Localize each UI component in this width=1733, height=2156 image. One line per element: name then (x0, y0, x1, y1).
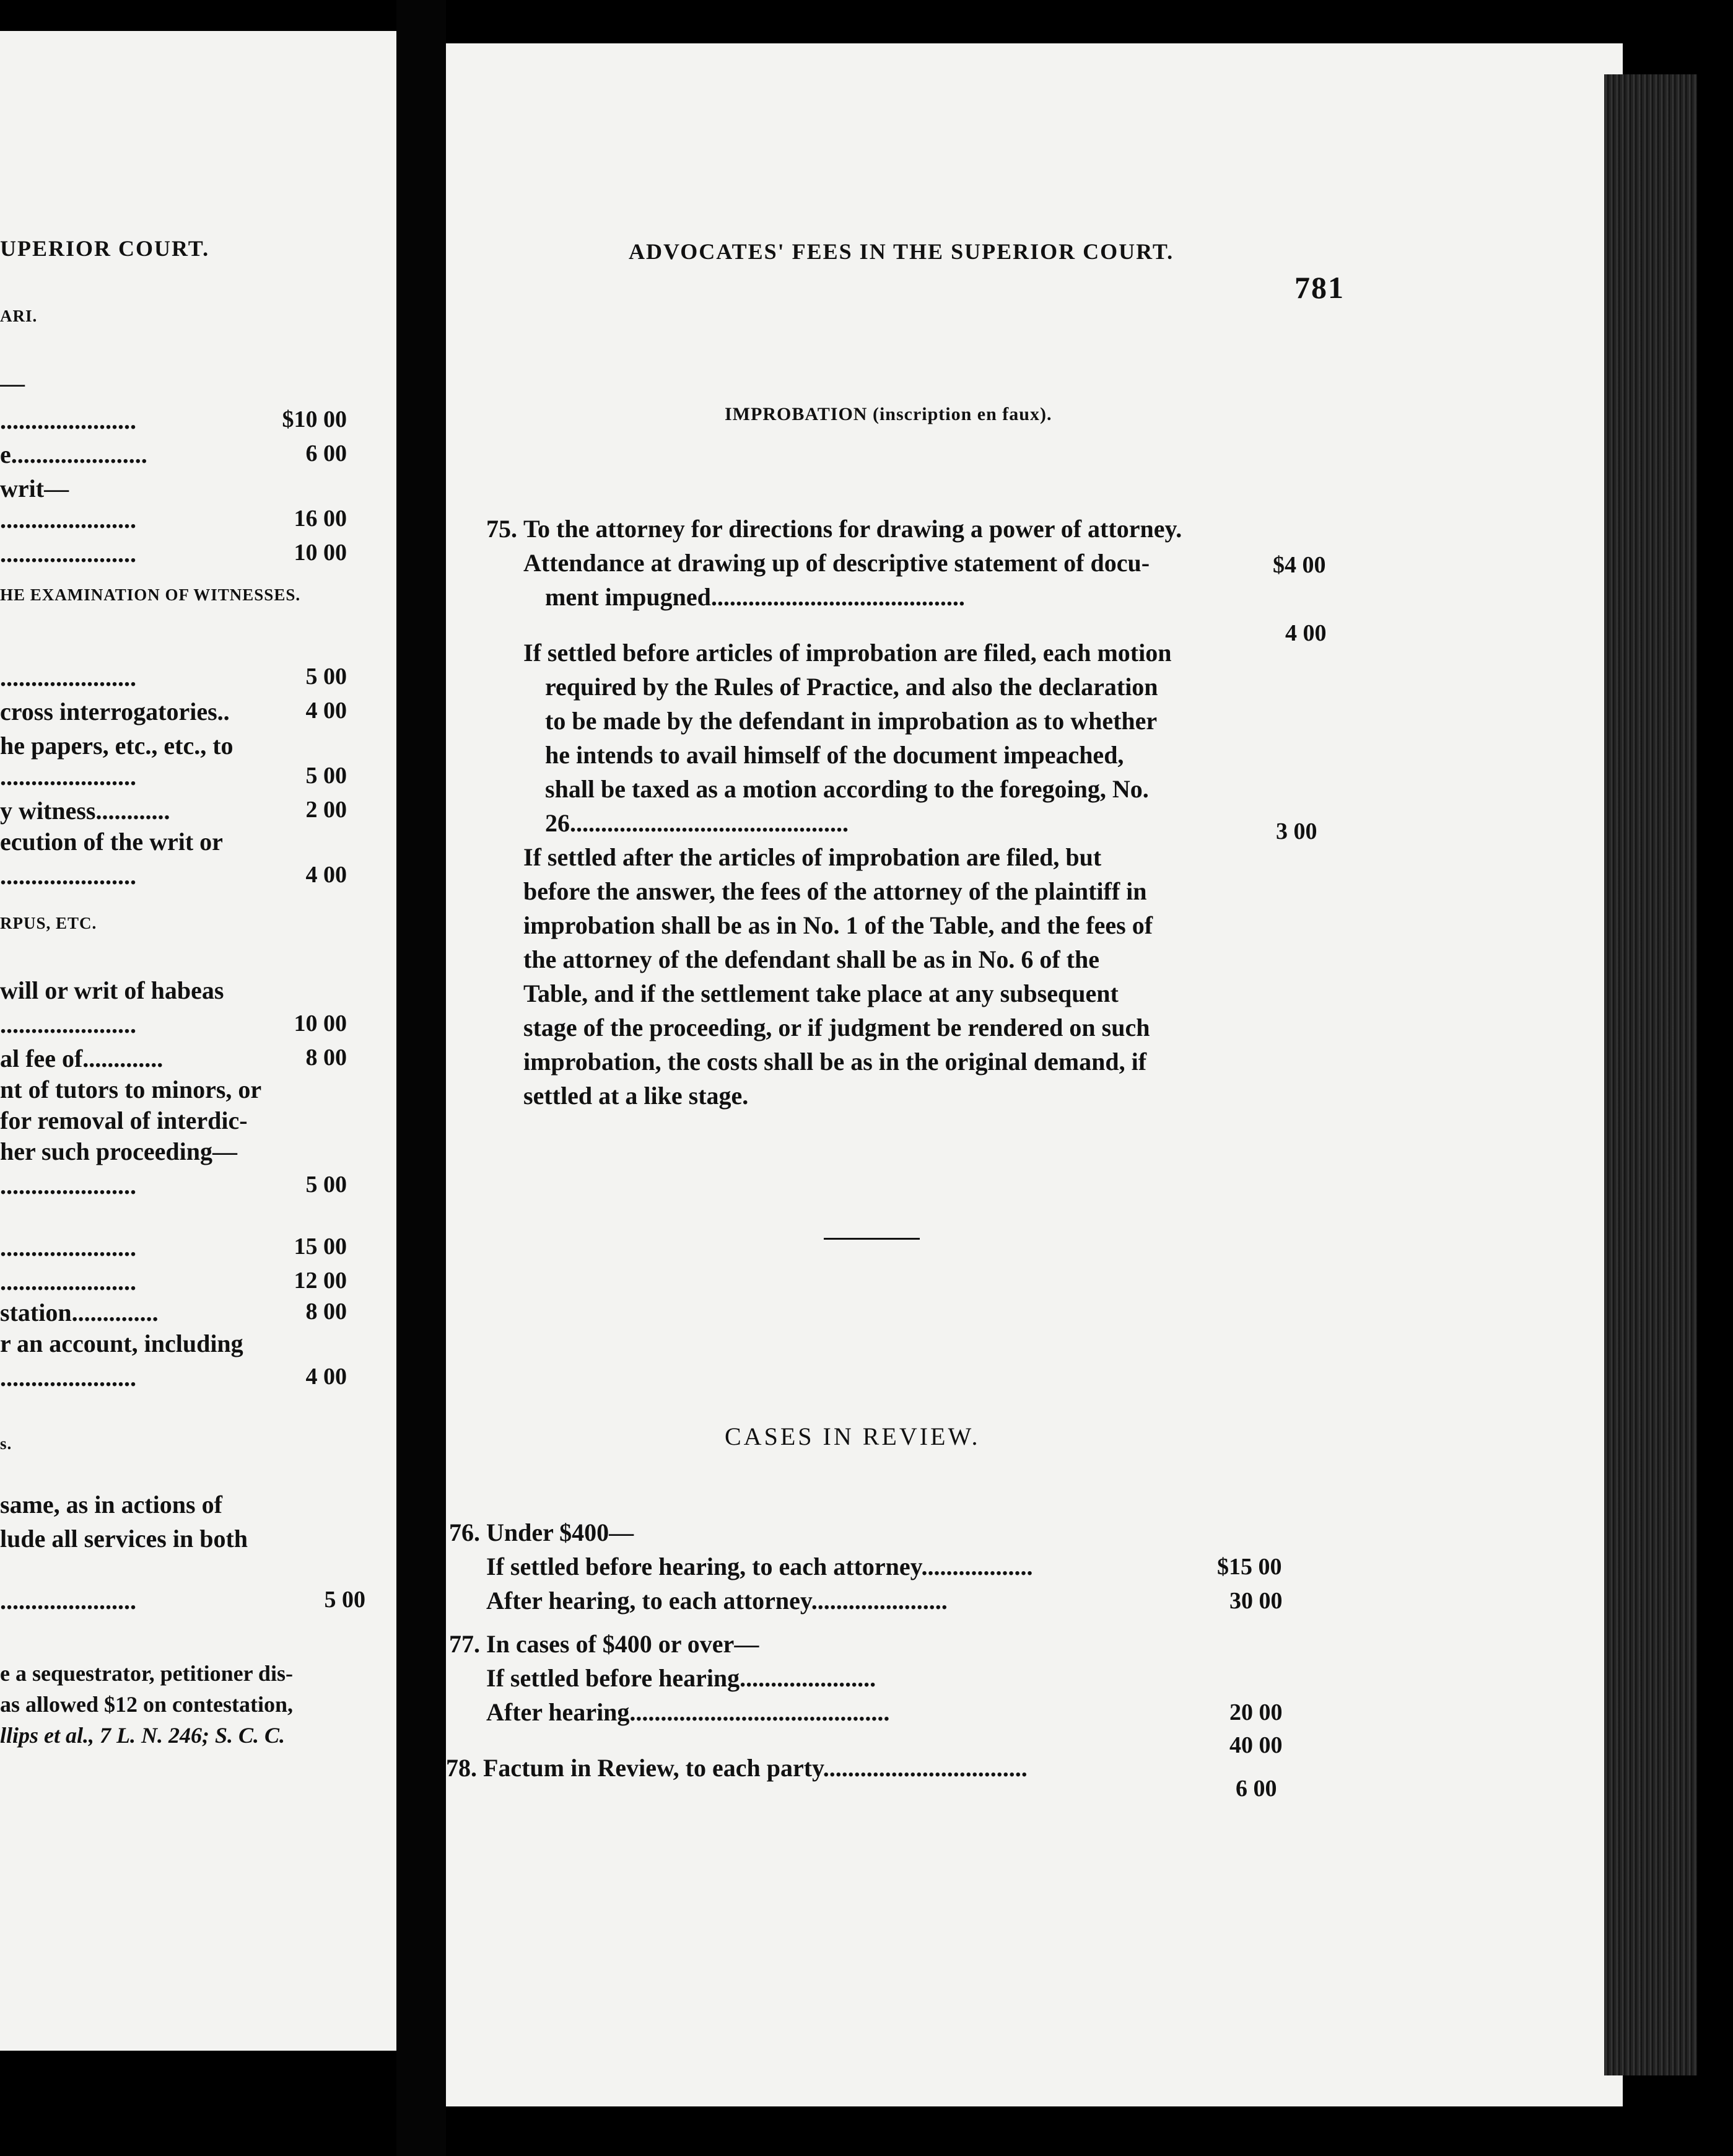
item-75-line: Table, and if the settlement take place at any subsequent (523, 979, 1119, 1007)
item-78-line: 78. Factum in Review, to each party................................. (446, 1754, 1028, 1782)
left-line: for removal of interdic- (0, 1106, 248, 1134)
item-75-line: If settled before articles of improbation are filed, each motion (523, 639, 1172, 667)
item-75-line: If settled after the articles of improbation are filed, but (523, 843, 1102, 871)
item-76-line: 76. Under $400— (449, 1518, 634, 1546)
item-75-line: To the attorney for directions for drawing a power of attorney. (523, 515, 1182, 543)
left-line: ...................... (0, 1364, 136, 1391)
left-line: ...................... (0, 506, 136, 533)
item-76-amount: $15 00 (1217, 1554, 1282, 1580)
left-amount: 5 00 (305, 664, 347, 690)
item-75-line: he intends to avail himself of the document impeached, (545, 741, 1124, 769)
page-edges (1604, 74, 1697, 2075)
left-running-head: UPERIOR COURT. (0, 236, 210, 261)
left-line: he papers, etc., etc., to (0, 732, 234, 760)
left-amount: 10 00 (294, 1010, 347, 1036)
left-footnote-line: e a sequestrator, petitioner dis- (0, 1661, 293, 1686)
item-number: 75. (486, 515, 517, 543)
item-75-line: the attorney of the defendant shall be as in No. 6 of the (523, 945, 1099, 973)
left-line: ...................... (0, 664, 136, 691)
item-77-line: After hearing.......................................... (486, 1698, 890, 1726)
left-line: lude all services in both (0, 1525, 248, 1553)
left-amount: 12 00 (294, 1268, 347, 1294)
left-line: ...................... (0, 1587, 136, 1615)
left-page (0, 31, 396, 2051)
item-77-line: 77. In cases of $400 or over— (449, 1630, 759, 1658)
book-gutter (396, 0, 446, 2156)
left-amount: 4 00 (305, 1364, 347, 1390)
left-subhead-2: HE EXAMINATION OF WITNESSES. (0, 585, 301, 604)
left-amount: $10 00 (282, 406, 347, 432)
item-75-line: Attendance at drawing up of descriptive statement of docu- (523, 549, 1150, 577)
left-line: ...................... (0, 1172, 136, 1199)
left-amount: 16 00 (294, 506, 347, 532)
left-line: ...................... (0, 1234, 136, 1261)
item-75-line: before the answer, the fees of the attorney of the plaintiff in (523, 877, 1147, 905)
item-77-amount: 20 00 (1229, 1699, 1283, 1725)
item-75-line: improbation shall be as in No. 1 of the Table, and the fees of (523, 911, 1153, 939)
item-75-line: stage of the proceeding, or if judgment be rendered on such (523, 1014, 1150, 1041)
left-line: ...................... (0, 1268, 136, 1295)
left-line: station.............. (0, 1299, 159, 1326)
left-line: r an account, including (0, 1330, 243, 1357)
left-subhead-3: RPUS, ETC. (0, 914, 97, 932)
left-subhead-1: ARI. (0, 307, 38, 325)
item-75-line: improbation, the costs shall be as in the original demand, if (523, 1048, 1147, 1076)
left-line: ...................... (0, 540, 136, 567)
left-line: ...................... (0, 406, 136, 434)
left-amount: 8 00 (305, 1299, 347, 1325)
item-75-line: shall be taxed as a motion according to the foregoing, No. (545, 775, 1149, 803)
left-line: writ— (0, 475, 69, 502)
left-line: cross interrogatories.. (0, 698, 230, 725)
item-76-line: If settled before hearing, to each attorney.................. (486, 1553, 1033, 1580)
left-subhead-4: s. (0, 1434, 12, 1453)
item-77-amount: 40 00 (1229, 1732, 1283, 1758)
left-amount: 15 00 (294, 1234, 347, 1260)
left-line: e...................... (0, 440, 147, 468)
left-line: y witness............ (0, 797, 170, 825)
item-75-line: required by the Rules of Practice, and also the declaration (545, 673, 1158, 701)
item-78-amount: 6 00 (1236, 1776, 1277, 1802)
item-76-line: After hearing, to each attorney...................... (486, 1587, 948, 1615)
left-dash: — (0, 369, 25, 397)
right-page (446, 43, 1623, 2106)
item-75-line: settled at a like stage. (523, 1082, 749, 1110)
left-amount: 10 00 (294, 540, 347, 566)
item-75-line: 26............................................. (545, 809, 849, 837)
item-75-amount: 3 00 (1276, 818, 1317, 844)
item-77-line: If settled before hearing...................... (486, 1664, 876, 1692)
running-head: ADVOCATES' FEES IN THE SUPERIOR COURT. (629, 239, 1174, 264)
left-line: ...................... (0, 1010, 136, 1038)
section-divider (824, 1238, 920, 1240)
left-line: ...................... (0, 763, 136, 791)
left-footnote-line: as allowed $12 on contestation, (0, 1692, 294, 1717)
left-amount: 6 00 (305, 440, 347, 467)
left-amount: 5 00 (305, 763, 347, 789)
item-75-line: ment impugned......................................... (545, 583, 965, 611)
section-title-review: CASES IN REVIEW. (725, 1422, 980, 1450)
item-76-amount: 30 00 (1229, 1588, 1283, 1614)
left-footnote-line: llips et al., 7 L. N. 246; S. C. C. (0, 1723, 286, 1748)
left-amount: 8 00 (305, 1045, 347, 1071)
left-line: ecution of the writ or (0, 828, 223, 856)
page-number: 781 (1294, 270, 1345, 305)
left-line: al fee of............. (0, 1045, 164, 1072)
left-line: will or writ of habeas (0, 976, 224, 1004)
left-line: her such proceeding— (0, 1137, 237, 1165)
left-amount: 5 00 (324, 1587, 365, 1613)
left-line: ...................... (0, 862, 136, 890)
left-amount: 4 00 (305, 698, 347, 724)
left-amount: 4 00 (305, 862, 347, 888)
left-amount: 5 00 (305, 1172, 347, 1198)
item-75-amount: 4 00 (1285, 620, 1327, 646)
left-line: same, as in actions of (0, 1491, 222, 1518)
left-line: nt of tutors to minors, or (0, 1076, 262, 1103)
left-amount: 2 00 (305, 797, 347, 823)
item-75-line: to be made by the defendant in improbation as to whether (545, 707, 1158, 735)
section-title-improbation: IMPROBATION (inscription en faux). (725, 404, 1052, 424)
item-75-amount: $4 00 (1273, 552, 1326, 578)
